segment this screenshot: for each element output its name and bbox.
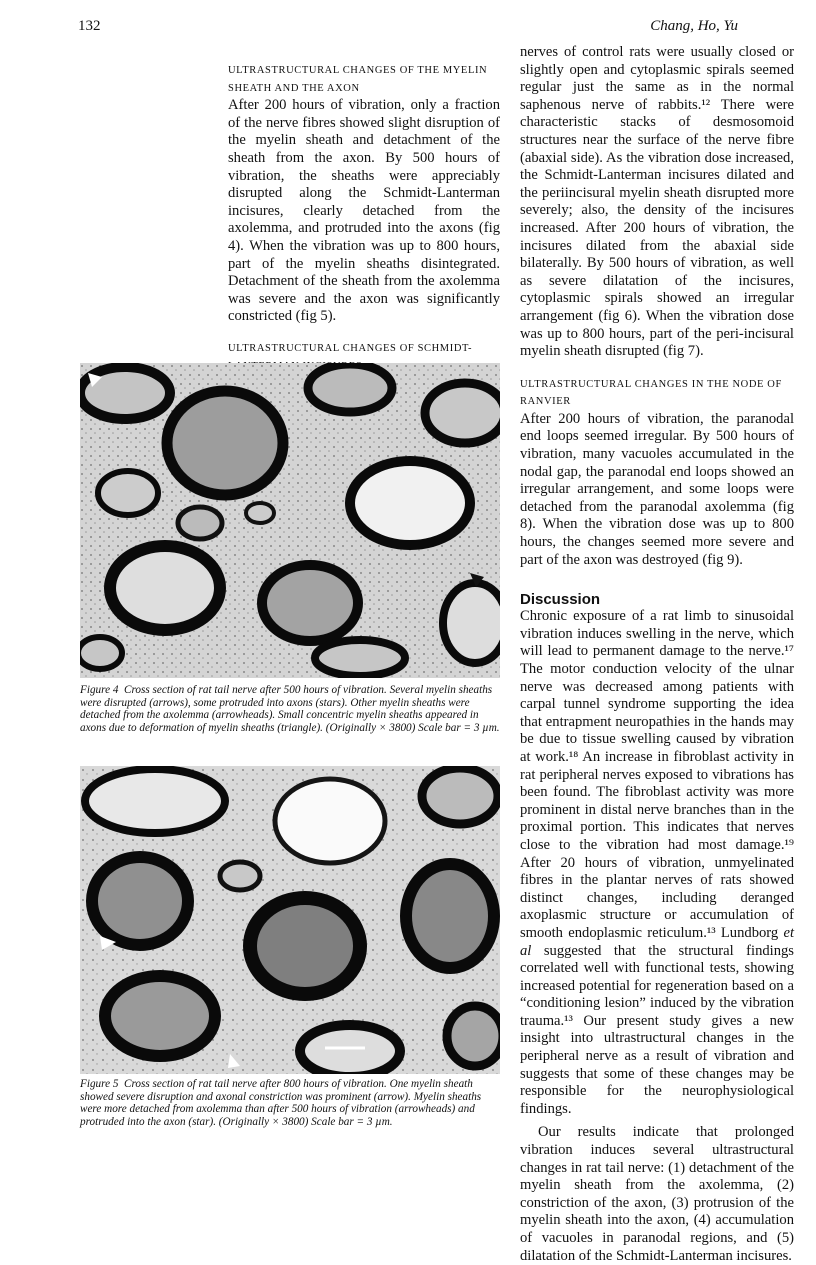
- section-heading-incisures: ULTRASTRUCTURAL CHANGES OF SCHMIDT-: [228, 342, 473, 354]
- figure4-caption: Figure 4 Cross section of rat tail nerve after 500 hours of vibration. Several myelin sheaths were disrupted (arrows), some protruded into axons (stars). Other myelin sheaths were detached from the axolemma (arrowheads). Small concentric myelin sheaths appeared in axons due to deformation of myelin sheaths (triangle). (Originally × 3800) Scale bar = 3 µm.: [80, 684, 500, 734]
- paragraph-ranvier: After 200 hours of vibration, the paranodal end loops seemed irregular. By 500 hours of vibration, many vacuoles accumulated in the nodal gap, the paranodal end loops showed an irregular arrangement, and some loops were detached from the paranodal axolemma (fig 8). When the vibration dose was up to 800 hours, the changes seemed more severe and part of the axon was destroyed (fig 9).: [520, 410, 794, 568]
- figure5-micrograph: [80, 766, 500, 1074]
- right-column-text: [520, 44, 794, 1265]
- section-heading-myelin: ULTRASTRUCTURAL CHANGES OF THE MYELIN SHEATH AND THE AXON: [228, 65, 488, 94]
- paragraph-myelin: After 200 hours of vibration, only a fraction of the nerve fibres showed slight disruption of the myelin sheath and detachment of the sheath from the axon. By 500 hours of vibration, the sheaths were appreciably disrupted along the Schmidt-Lanterman incisures, clearly detached from the axolemma, and protruded into the axons (fig 4). When the vibration was up to 800 hours, part of the myelin sheaths disintegrated. Detachment of the sheath from the axolemma was severe and the axon was significantly constricted (fig 5).: [228, 97, 500, 325]
- paragraph-incisures-continued: nerves of control rats were usually closed or slightly open and cytoplasmic spirals seemed regular just the same as in the normal saphenous nerve of rabbits.¹² There were characteristic stacks of desmosomoid structures near the surface of the nerve fibre (abaxial side). As the vibration dose increased, the Schmidt-Lanterman incisures dilated and the periincisural myelin sheath disrupted more severely; also, the density of the incisures increased. After 200 hours of vibration, the incisures dilated from the abaxial side bilaterally. By 500 hours of vibration, as well as severe dilatation of the incisures, cytoplasmic spirals showed an irregular arrangement (fig 6). When the vibration dose was up to 800 hours, part of the peri-incisural myelin sheath disrupted (fig 7).: [520, 44, 794, 360]
- page-number: 132: [78, 18, 101, 34]
- figure4-micrograph: [80, 363, 500, 678]
- discussion-paragraph-2: Our results indicate that prolonged vibration induces several ultrastructural changes in rat tail nerve: (1) detachment of the myelin sheath from the axolemma, (2) constriction of the axon, (3) protrusion of the myelin sheath into the axon, (4) accumulation of vacuoles in paranodal regions, and (5) dilatation of the Schmidt-Lanterman incisures.: [520, 1124, 794, 1264]
- discussion-paragraph-1: Chronic exposure of a rat limb to sinusoidal vibration induces swelling in the nerve, which will lead to permanent damage to the nerve.¹⁷ The motor conduction velocity of the ulnar nerve was decreased among patients with carpal tunnel syndrome supporting the idea that entrapment neuropathies in the hands may be due to tissue swelling caused by vibration at work.¹⁸ An increase in fibroblast activity in rat peripheral nerves exposed to vibrations has been found. The fibroblast activity was more prominent in distal nerve branches than in the proximal portion. This indicates that nerves close to the vibration had most damage.¹⁹ After 20 hours of vibration, unmyelinated fibres in the plantar nerves of rats showed distinct changes, including deranged axoplasmic structure or accumulation of smooth endoplasmic reticulum.¹³ Lundborg et al suggested that the structural findings correlated well with functional tests, showing increased potential for regeneration based on a “conditioning lesion” induced by the vibration trauma.¹³ Our present study gives a new insight into ultrastructural changes in the peripheral nerve as a result of vibration and suggests that some of these changes may be responsible for the neurophysiological findings.: [520, 608, 795, 1117]
- section-heading-ranvier: ULTRASTRUCTURAL CHANGES IN THE NODE OF RANVIER: [520, 378, 782, 408]
- discussion-heading: Discussion: [520, 591, 601, 609]
- running-head-authors: Chang, Ho, Yu: [650, 18, 738, 34]
- figure5-caption: Figure 5 Cross section of rat tail nerve after 800 hours of vibration. One myelin sheath showed severe disruption and axonal constriction was prominent (arrow). Myelin sheaths were more detached from axolemma than after 500 hours of vibration (arrowheads) and protruded into the axon (star). (Originally × 3800) Scale bar = 3 µm.: [80, 1078, 482, 1128]
- left-column-text: [228, 62, 500, 393]
